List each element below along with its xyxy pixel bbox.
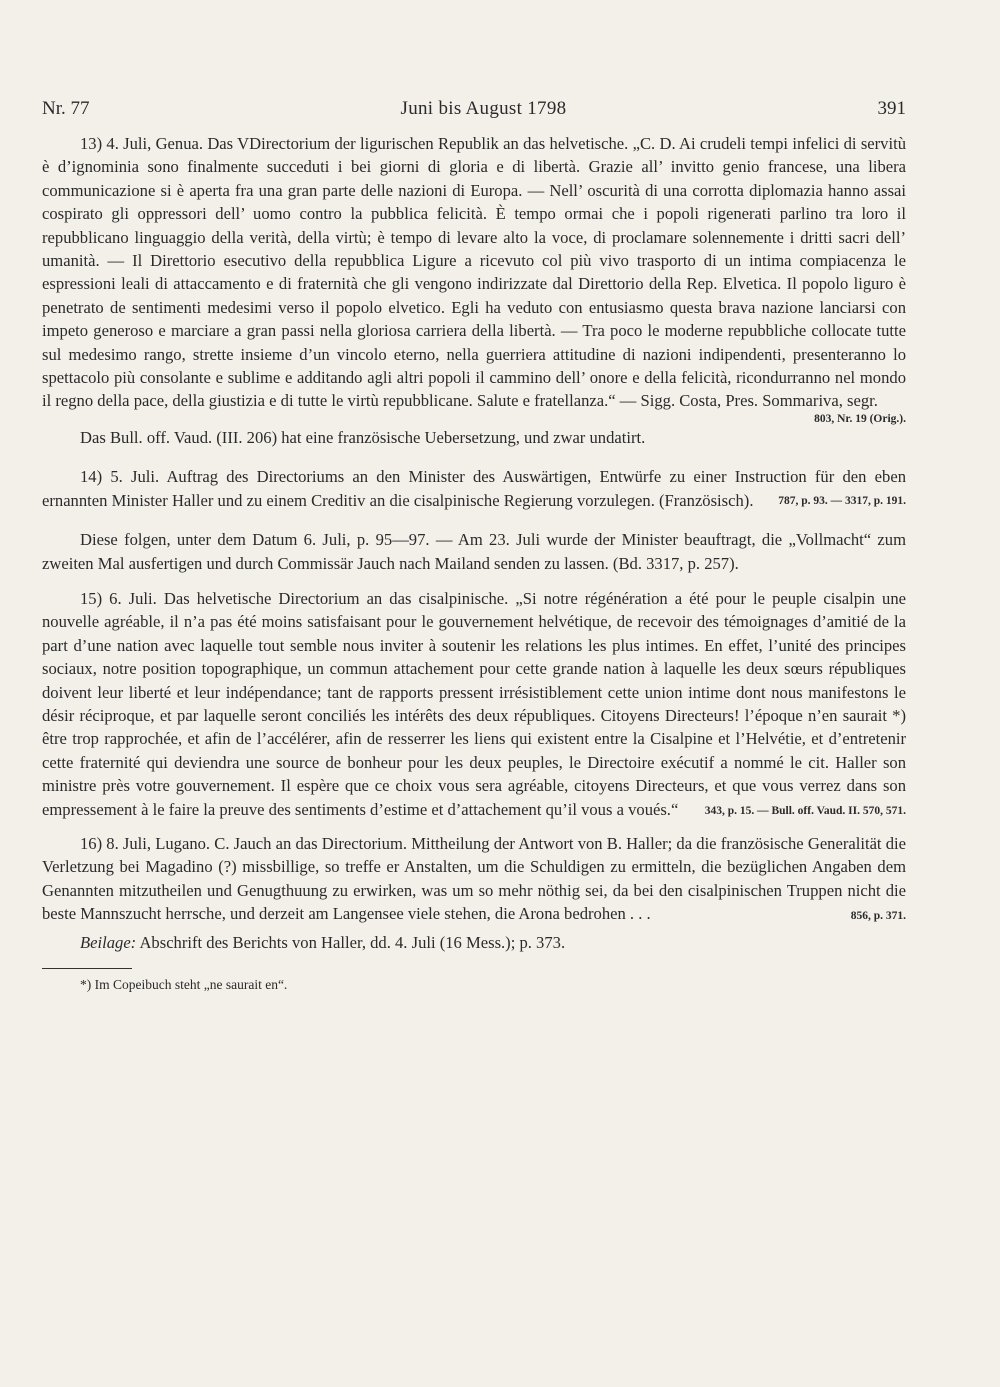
archive-reference: 803, Nr. 19 (Orig.). [814, 412, 906, 425]
footnote: *) Im Copeibuch steht „ne saurait en“. [80, 977, 288, 992]
archive-reference: 787, p. 93. — 3317, p. 191. [778, 495, 906, 508]
beilage-line [42, 931, 906, 954]
entry-16 [42, 832, 906, 923]
footnote-divider [42, 968, 132, 969]
archive-reference: 343, p. 15. — Bull. off. Vaud. II. 570, 571. [704, 804, 906, 817]
entry-text: 16) 8. Juli, Lugano. C. Jauch an das Directorium. Mittheilung der Antwort von B. Haller; da die französische Generalität die Verletzung bei Magadino (?) missbillige, so treffe er Anstalten, um die Schuldigen zu ermitteln, die bezüglichen Angaben dem Genannten mitzutheilen und Genugthuung zu erwirken, was um so mehr nöthig sei, da bei den cisalpinischen Truppen nicht die beste Mannszucht herrsche, und derzeit am Langensee viele stehen, die Arona bedrohen . . . [42, 833, 906, 924]
archive-reference: 856, p. 371. [850, 909, 906, 922]
entry-15 [42, 587, 906, 818]
document-number: Nr. 77 [42, 98, 90, 119]
entry-14 [42, 465, 906, 575]
beilage-text: Abschrift des Berichts von Haller, dd. 4. Juli (16 Mess.); p. 373. [139, 932, 566, 952]
beilage-label: Beilage: [80, 932, 137, 952]
entry-text: 14) 5. Juli. Auftrag des Directoriums an den Minister des Auswärtigen, Entwürfe zu einer Instruction für den eben ernannten Minister Haller und zu einem Creditiv an die cisalpinische Regierung vorzulegen. (Französisch). [42, 467, 906, 510]
running-header [42, 98, 906, 120]
document-page [42, 98, 906, 995]
entry-note: Das Bull. off. Vaud. (III. 206) hat eine französische Uebersetzung, und zwar undatirt. [80, 427, 646, 447]
entry-13 [42, 132, 906, 449]
page-number: 391 [877, 98, 906, 119]
entry-text: 15) 6. Juli. Das helvetische Directorium an das cisalpinische. „Si notre régénération a été pour le peuple cisalpin une nouvelle agréable, il n’a pas été moins satisfaisant pour le gouvernement helvétique, de recevoir des témoignages d’amitié de la part d’une nation avec laquelle tout semble nous inviter à soutenir les relations les plus intimes. En effet, l’unité des principes sociaux, notre position topographique, un commun attachement pour cette grande nation à laquelle les deux sœurs républiques doivent leur liberté et leur indépendance; tant de rapports pressent irrésistiblement cette union intime dont nous manifestons le désir réciproque, et par laquelle seront conciliés les intérêts des deux républiques. Citoyens Directeurs! l’époque n’en saurait *) être trop rapprochée, et afin de l’accélérer, afin de resserrer les liens qui existent entre la Cisalpine et l’Helvétie, et d’entretenir cette fraternité qui deviendra une source de bonheur pour les deux peuples, le Directoire exécutif a nommé le cit. Haller son ministre près votre gouvernement. Il espère que ce choix vous sera agréable, citoyens Directeurs, et que vous verrez dans son empressement à le faire la preuve des sentiments d’estime et d’attachement qu’il vous a voués.“ [42, 588, 906, 819]
entry-note: Diese folgen, unter dem Datum 6. Juli, p. 95—97. — Am 23. Juli wurde der Minister beauftragt, die „Vollmacht“ zum zweiten Mal ausfertigen und durch Commissär Jauch nach Mailand senden zu lassen. (Bd. 3317, p. 257). [42, 530, 906, 573]
date-range-title: Juni bis August 1798 [400, 98, 567, 119]
entry-text: 13) 4. Juli, Genua. Das VDirectorium der ligurischen Republik an das helvetische. „C. D. Ai crudeli tempi infelici di servitù è d’ignominia sono finalmente succeduti i bei giorni di gloria e di libertà. Grazie all’ invitto genio francese, una libera communicazione si è aperta fra una gran parte delle nazioni di Europa. — Nell’ oscurità di una corrotta diplomazia hanno assai cospirato gli oppressori dell’ uomo contro la pubblica felicità. È tempo ormai che i popoli rigenerati parlino tra loro il repubblicano linguaggio della verità, della virtù; è tempo di levare alto la voce, di proclamare solennemente i dritti sacri dell’ umanità. — Il Direttorio esecutivo della repubblica Ligure a ricevuto col più vivo trasporto di un intima compiacenza le espressioni leali di attaccamento e di fraternità che gli vengono indirizzate dal Direttorio della Rep. Elvetica. Il popolo liguro è penetrato de sentimenti medesimi verso il popolo elvetico. Egli ha veduto con entusiasmo questa brava nazione lanciarsi con impeto generoso e marciare a gran passi nella gloriosa carriera della libertà. — Tra poco le moderne repubbliche collocate tutte sul medesimo rango, strette insieme d’un vincolo eterno, nella guerriera attitudine di nazioni indipendenti, presenteranno lo spettacolo più consolante e sublime e additando agli altri popoli il cammino dell’ onore e della felicità, ricondurranno nel mondo il regno della pace, della giustizia e di tutte le virtù repubblicane. Salute e fratellanza.“ — Sigg. Costa, Pres. Sommariva, segr. [42, 134, 906, 411]
